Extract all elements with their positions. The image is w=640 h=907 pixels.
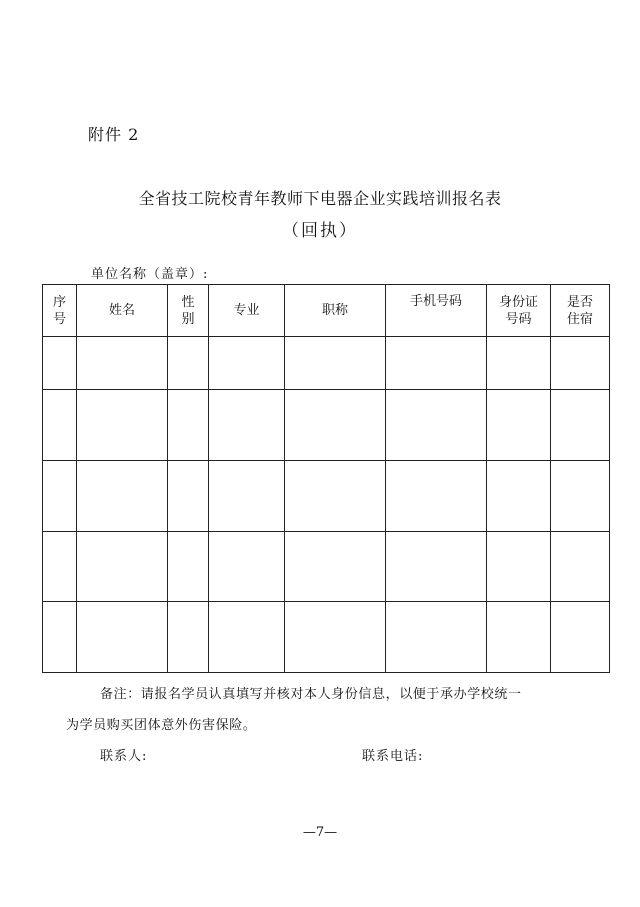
table-cell[interactable] (168, 602, 209, 673)
table-cell[interactable] (77, 390, 168, 461)
contact-phone-label: 联系电话: (362, 749, 424, 764)
header-gender: 性 别 (168, 285, 209, 337)
table-cell[interactable] (551, 390, 610, 461)
header-id-number: 身份证 号码 (487, 285, 551, 337)
table-cell[interactable] (285, 390, 386, 461)
unit-name-label: 单位名称（盖章）: (91, 267, 209, 282)
table-cell[interactable] (77, 461, 168, 532)
form-title: 全省技工院校青年教师下电器企业实践培训报名表 (138, 189, 502, 208)
table-cell[interactable] (285, 532, 386, 602)
table-row (43, 337, 610, 390)
attachment-label: 附件 2 (88, 125, 140, 144)
header-title: 职称 (285, 285, 386, 337)
header-seq: 序 号 (43, 285, 77, 337)
table-cell[interactable] (43, 390, 77, 461)
table-cell[interactable] (77, 532, 168, 602)
form-subtitle: （回执） (282, 221, 358, 241)
table-cell[interactable] (209, 532, 285, 602)
table-row (43, 532, 610, 602)
table-header-row (43, 285, 610, 337)
table-cell[interactable] (168, 532, 209, 602)
table-cell[interactable] (285, 337, 386, 390)
table-cell[interactable] (551, 602, 610, 673)
registration-table (42, 284, 610, 673)
table-cell[interactable] (487, 461, 551, 532)
table-cell[interactable] (43, 337, 77, 390)
table-cell[interactable] (386, 602, 487, 673)
table-cell[interactable] (487, 390, 551, 461)
remark-line-1: 备注：请报名学员认真填写并核对本人身份信息，以便于承办学校统一 (100, 687, 522, 702)
table-cell[interactable] (386, 532, 487, 602)
header-major: 专业 (209, 285, 285, 337)
table-cell[interactable] (487, 337, 551, 390)
table-cell[interactable] (285, 461, 386, 532)
table-row (43, 390, 610, 461)
table-cell[interactable] (386, 337, 487, 390)
table-cell[interactable] (551, 461, 610, 532)
table-cell[interactable] (168, 390, 209, 461)
table-cell[interactable] (168, 337, 209, 390)
table-cell[interactable] (487, 532, 551, 602)
table-cell[interactable] (43, 602, 77, 673)
table-row (43, 461, 610, 532)
table-cell[interactable] (77, 337, 168, 390)
table-cell[interactable] (77, 602, 168, 673)
table-cell[interactable] (209, 390, 285, 461)
table-cell[interactable] (43, 461, 77, 532)
table-cell[interactable] (386, 461, 487, 532)
contact-person-label: 联系人: (100, 749, 148, 764)
table-cell[interactable] (43, 532, 77, 602)
table-cell[interactable] (209, 602, 285, 673)
header-accommodation: 是否 住宿 (551, 285, 610, 337)
table-cell[interactable] (209, 461, 285, 532)
table-cell[interactable] (386, 390, 487, 461)
table-cell[interactable] (168, 461, 209, 532)
header-mobile: 手机号码 (386, 285, 487, 337)
table-cell[interactable] (285, 602, 386, 673)
table-cell[interactable] (551, 532, 610, 602)
header-name: 姓名 (77, 285, 168, 337)
table-row (43, 602, 610, 673)
page-number: —7— (302, 825, 338, 840)
table-cell[interactable] (209, 337, 285, 390)
table-cell[interactable] (487, 602, 551, 673)
table-cell[interactable] (551, 337, 610, 390)
remark-line-2: 为学员购买团体意外伤害保险。 (66, 718, 257, 733)
